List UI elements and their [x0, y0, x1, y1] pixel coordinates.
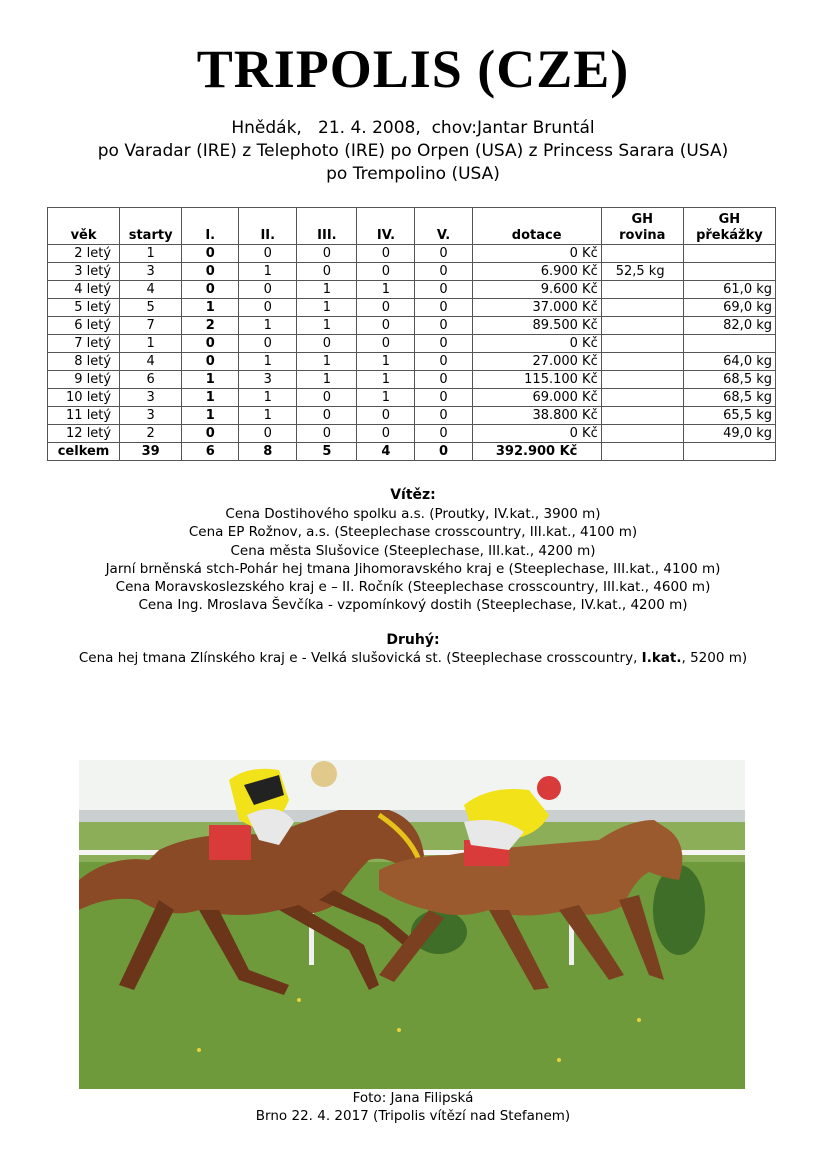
cell-p5: 0 — [415, 389, 472, 407]
cell-p1: 2 — [182, 317, 239, 335]
cell-p2: 0 — [239, 335, 297, 353]
header-gh-flat-line1: GH — [631, 212, 654, 227]
cell-flat — [601, 335, 683, 353]
cell-p3: 1 — [297, 299, 357, 317]
cell-p3: 0 — [297, 389, 357, 407]
table-header-row — [48, 208, 776, 245]
cell-age: 6 letý — [48, 317, 120, 335]
cell-flat — [601, 407, 683, 425]
table-row — [48, 245, 776, 263]
cell-age: 2 letý — [48, 245, 120, 263]
cell-p2: 1 — [239, 263, 297, 281]
cell-p2: 0 — [239, 281, 297, 299]
cell-p4: 1 — [357, 353, 415, 371]
cell-p1: 0 — [182, 335, 239, 353]
cell-prize: 0 Kč — [472, 425, 601, 443]
cell-age: 5 letý — [48, 299, 120, 317]
cell-p2: 0 — [239, 245, 297, 263]
cell-p2: 1 — [239, 389, 297, 407]
header-age: věk — [48, 208, 120, 245]
cell-p5: 0 — [415, 263, 472, 281]
cell-p3: 0 — [297, 335, 357, 353]
photo-credit: Foto: Jana Filipská — [352, 1090, 474, 1106]
cell-p1: 0 — [182, 281, 239, 299]
cell-prize: 37.000 Kč — [472, 299, 601, 317]
cell-p4: 0 — [357, 335, 415, 353]
cell-p4: 4 — [357, 443, 415, 461]
table-row — [48, 389, 776, 407]
cell-jump: 82,0 kg — [683, 317, 775, 335]
cell-jump: 64,0 kg — [683, 353, 775, 371]
header-third: III. — [297, 208, 357, 245]
cell-prize: 0 Kč — [472, 335, 601, 353]
cell-jump — [683, 245, 775, 263]
winner-race-3: Cena města Slušovice (Steeplechase, III.kat., 4200 m) — [230, 542, 596, 559]
cell-p3: 1 — [297, 371, 357, 389]
cell-jump — [683, 335, 775, 353]
career-stats-table — [47, 207, 776, 461]
cell-p2: 0 — [239, 425, 297, 443]
winner-list — [0, 505, 826, 615]
second-heading: Druhý: — [386, 632, 440, 648]
table-row — [48, 371, 776, 389]
cell-age: 8 letý — [48, 353, 120, 371]
cell-p5: 0 — [415, 281, 472, 299]
winner-race-4: Jarní brněnská stch-Pohár hej tmana Jihomoravského kraj e (Steeplechase, III.kat., 4100 m) — [105, 560, 721, 577]
cell-p2: 1 — [239, 317, 297, 335]
header-fourth: IV. — [357, 208, 415, 245]
cell-p1: 1 — [182, 407, 239, 425]
cell-jump — [683, 263, 775, 281]
cell-age: 4 letý — [48, 281, 120, 299]
cell-starts: 4 — [120, 281, 182, 299]
cell-flat — [601, 425, 683, 443]
cell-jump: 61,0 kg — [683, 281, 775, 299]
cell-prize: 0 Kč — [472, 245, 601, 263]
table-total-row — [48, 443, 776, 461]
cell-p5: 0 — [415, 245, 472, 263]
cell-p4: 1 — [357, 281, 415, 299]
cell-p4: 1 — [357, 371, 415, 389]
cell-p5: 0 — [415, 371, 472, 389]
header-second: II. — [239, 208, 297, 245]
pedigree-line-3: po Trempolino (USA) — [326, 164, 500, 184]
cell-p1: 0 — [182, 353, 239, 371]
header-fifth: V. — [415, 208, 472, 245]
header-gh-flat-line2: rovina — [619, 228, 666, 243]
cell-p2: 3 — [239, 371, 297, 389]
cell-starts: 1 — [120, 335, 182, 353]
pedigree-line-2: po Varadar (IRE) z Telephoto (IRE) po Orpen (USA) z Princess Sarara (USA) — [97, 141, 729, 161]
cell-prize: 89.500 Kč — [472, 317, 601, 335]
cell-flat — [601, 371, 683, 389]
header-gh-jump — [683, 208, 775, 245]
cell-p5: 0 — [415, 299, 472, 317]
cell-p3: 0 — [297, 263, 357, 281]
table-row — [48, 425, 776, 443]
winner-race-6: Cena Ing. Mroslava Ševčíka - vzpomínkový dostih (Steeplechase, IV.kat., 4200 m) — [138, 597, 688, 614]
cell-jump: 68,5 kg — [683, 389, 775, 407]
cell-starts: 7 — [120, 317, 182, 335]
cell-p5: 0 — [415, 353, 472, 371]
cell-jump: 68,5 kg — [683, 371, 775, 389]
cell-starts: 6 — [120, 371, 182, 389]
cell-starts: 3 — [120, 389, 182, 407]
cell-flat — [601, 353, 683, 371]
winner-race-1: Cena Dostihového spolku a.s. (Proutky, IV.kat., 3900 m) — [225, 506, 601, 522]
cell-p1: 0 — [182, 425, 239, 443]
cell-jump — [683, 443, 775, 461]
cell-p3: 0 — [297, 425, 357, 443]
cell-p1: 1 — [182, 371, 239, 389]
cell-p4: 0 — [357, 263, 415, 281]
header-gh-jump-line1: GH — [718, 212, 741, 227]
cell-p4: 0 — [357, 299, 415, 317]
second-race — [0, 650, 826, 666]
winner-race-2: Cena EP Rožnov, a.s. (Steeplechase crosscountry, III.kat., 4100 m) — [188, 524, 638, 541]
cell-flat — [601, 389, 683, 407]
cell-jump: 49,0 kg — [683, 425, 775, 443]
cell-p4: 0 — [357, 407, 415, 425]
header-prize: dotace — [472, 208, 601, 245]
cell-flat — [601, 299, 683, 317]
cell-flat — [601, 281, 683, 299]
cell-p1: 6 — [182, 443, 239, 461]
table-row — [48, 299, 776, 317]
cell-p4: 1 — [357, 389, 415, 407]
cell-age: 7 letý — [48, 335, 120, 353]
cell-p5: 0 — [415, 425, 472, 443]
cell-p4: 0 — [357, 245, 415, 263]
photo-description: Brno 22. 4. 2017 (Tripolis vítězí nad Stefanem) — [255, 1108, 571, 1124]
second-race-prefix: Cena hej tmana Zlínského kraj e - Velká slušovická st. (Steeplechase crosscountry, — [78, 650, 642, 666]
cell-flat — [601, 443, 683, 461]
cell-age: 12 letý — [48, 425, 120, 443]
cell-jump: 65,5 kg — [683, 407, 775, 425]
table-row — [48, 407, 776, 425]
table-row — [48, 335, 776, 353]
cell-prize: 6.900 Kč — [472, 263, 601, 281]
second-race-category: I.kat. — [641, 650, 682, 666]
cell-starts: 3 — [120, 407, 182, 425]
cell-p3: 1 — [297, 353, 357, 371]
cell-p1: 0 — [182, 263, 239, 281]
cell-p5: 0 — [415, 335, 472, 353]
winner-race-5: Cena Moravskoslezského kraj e – II. Ročník (Steeplechase crosscountry, III.kat., 4600 m) — [115, 579, 711, 596]
cell-p5: 0 — [415, 317, 472, 335]
table-row — [48, 317, 776, 335]
cell-starts: 4 — [120, 353, 182, 371]
cell-p4: 0 — [357, 317, 415, 335]
pedigree-line-1: Hnědák, 21. 4. 2008, chov:Jantar Bruntál — [231, 118, 595, 138]
photo-caption — [0, 1089, 826, 1125]
header-first: I. — [182, 208, 239, 245]
cell-p2: 0 — [239, 299, 297, 317]
cell-p3: 0 — [297, 407, 357, 425]
second-race-suffix: , 5200 m) — [681, 650, 748, 666]
cell-p2: 1 — [239, 407, 297, 425]
table-row — [48, 353, 776, 371]
cell-age: 9 letý — [48, 371, 120, 389]
cell-p2: 8 — [239, 443, 297, 461]
cell-p5: 0 — [415, 443, 472, 461]
cell-prize: 9.600 Kč — [472, 281, 601, 299]
cell-prize: 69.000 Kč — [472, 389, 601, 407]
cell-p3: 1 — [297, 281, 357, 299]
table-row — [48, 263, 776, 281]
cell-prize: 115.100 Kč — [472, 371, 601, 389]
cell-starts: 1 — [120, 245, 182, 263]
cell-flat — [601, 317, 683, 335]
pedigree-block — [0, 117, 826, 186]
cell-starts: 39 — [120, 443, 182, 461]
cell-p1: 1 — [182, 299, 239, 317]
cell-age: 10 letý — [48, 389, 120, 407]
cell-p5: 0 — [415, 407, 472, 425]
cell-p3: 5 — [297, 443, 357, 461]
table-row — [48, 281, 776, 299]
cell-flat: 52,5 kg — [601, 263, 683, 281]
horse-race-photo — [79, 760, 745, 1089]
winner-heading: Vítěz: — [390, 487, 436, 503]
cell-prize: 38.800 Kč — [472, 407, 601, 425]
cell-prize: 392.900 Kč — [472, 443, 601, 461]
cell-p4: 0 — [357, 425, 415, 443]
cell-p3: 1 — [297, 317, 357, 335]
header-gh-flat — [601, 208, 683, 245]
cell-p1: 0 — [182, 245, 239, 263]
cell-jump: 69,0 kg — [683, 299, 775, 317]
header-starts: starty — [120, 208, 182, 245]
cell-age: celkem — [48, 443, 120, 461]
page-title: TRIPOLIS (CZE) — [196, 39, 630, 99]
cell-starts: 2 — [120, 425, 182, 443]
cell-age: 3 letý — [48, 263, 120, 281]
header-gh-jump-line2: překážky — [696, 228, 763, 243]
cell-starts: 3 — [120, 263, 182, 281]
cell-prize: 27.000 Kč — [472, 353, 601, 371]
cell-p2: 1 — [239, 353, 297, 371]
cell-age: 11 letý — [48, 407, 120, 425]
cell-p3: 0 — [297, 245, 357, 263]
cell-flat — [601, 245, 683, 263]
cell-p1: 1 — [182, 389, 239, 407]
horse-race-illustration — [79, 760, 745, 1089]
cell-starts: 5 — [120, 299, 182, 317]
